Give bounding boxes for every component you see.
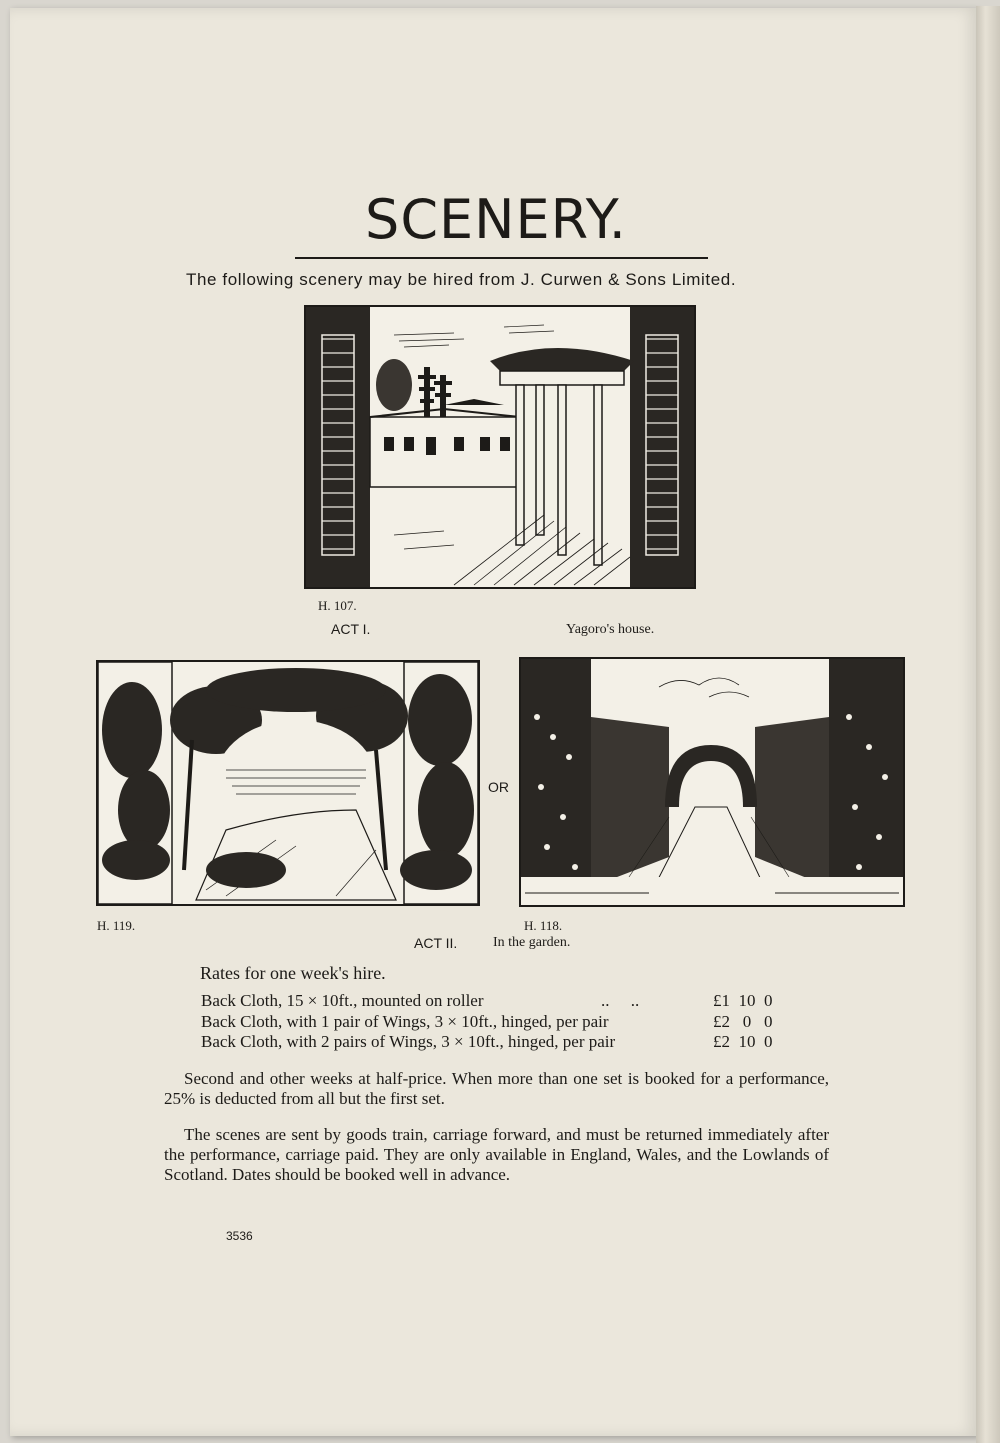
- act2-right-code: H. 118.: [524, 918, 563, 933]
- subtitle: The following scenery may be hired from J. Curwen & Sons Limited.: [186, 270, 737, 289]
- rate-row: [201, 1012, 609, 1032]
- page-title: SCENERY.: [365, 188, 627, 251]
- rate-item: Back Cloth, with 2 pairs of Wings, 3 × 10ft., hinged, per pair: [201, 1032, 616, 1051]
- act1-house-illustration: [304, 305, 696, 589]
- rate-item: Back Cloth, with 1 pair of Wings, 3 × 10ft., hinged, per pair: [201, 1012, 609, 1031]
- act2-woodland-illustration: [96, 660, 480, 906]
- act1-code: H. 107.: [318, 598, 357, 613]
- page-number: 3536: [226, 1229, 253, 1243]
- rate-price: £1 10 0: [713, 991, 773, 1010]
- rate-price: £2 10 0: [713, 1032, 773, 1051]
- act2-garden-illustration: [519, 657, 905, 907]
- act2-label: ACT II.: [414, 935, 458, 951]
- delivery-note: The scenes are sent by goods train, carriage forward, and must be returned immediately after the performance, carriage paid. They are only available in England, Wales, and the Lowlands of Scotland. Dates should be booked well in advance.: [164, 1125, 829, 1184]
- rate-dots: .. ..: [601, 991, 640, 1010]
- rate-price: £2 0 0: [713, 1012, 773, 1031]
- act2-left-code: H. 119.: [97, 918, 136, 933]
- or-label: OR: [488, 779, 509, 795]
- rate-row: [201, 991, 640, 1011]
- act1-scene: Yagoro's house.: [566, 622, 655, 637]
- rate-item: Back Cloth, 15 × 10ft., mounted on roller: [201, 991, 484, 1010]
- rate-row: [201, 1032, 615, 1052]
- act1-label: ACT I.: [331, 621, 371, 637]
- act2-scene: In the garden.: [493, 935, 571, 950]
- rates-heading: Rates for one week's hire.: [200, 963, 386, 983]
- half-price-note: Second and other weeks at half-price. When more than one set is booked for a performance, 25% is deducted from all but the first set.: [164, 1069, 829, 1108]
- title-rule: [295, 257, 708, 259]
